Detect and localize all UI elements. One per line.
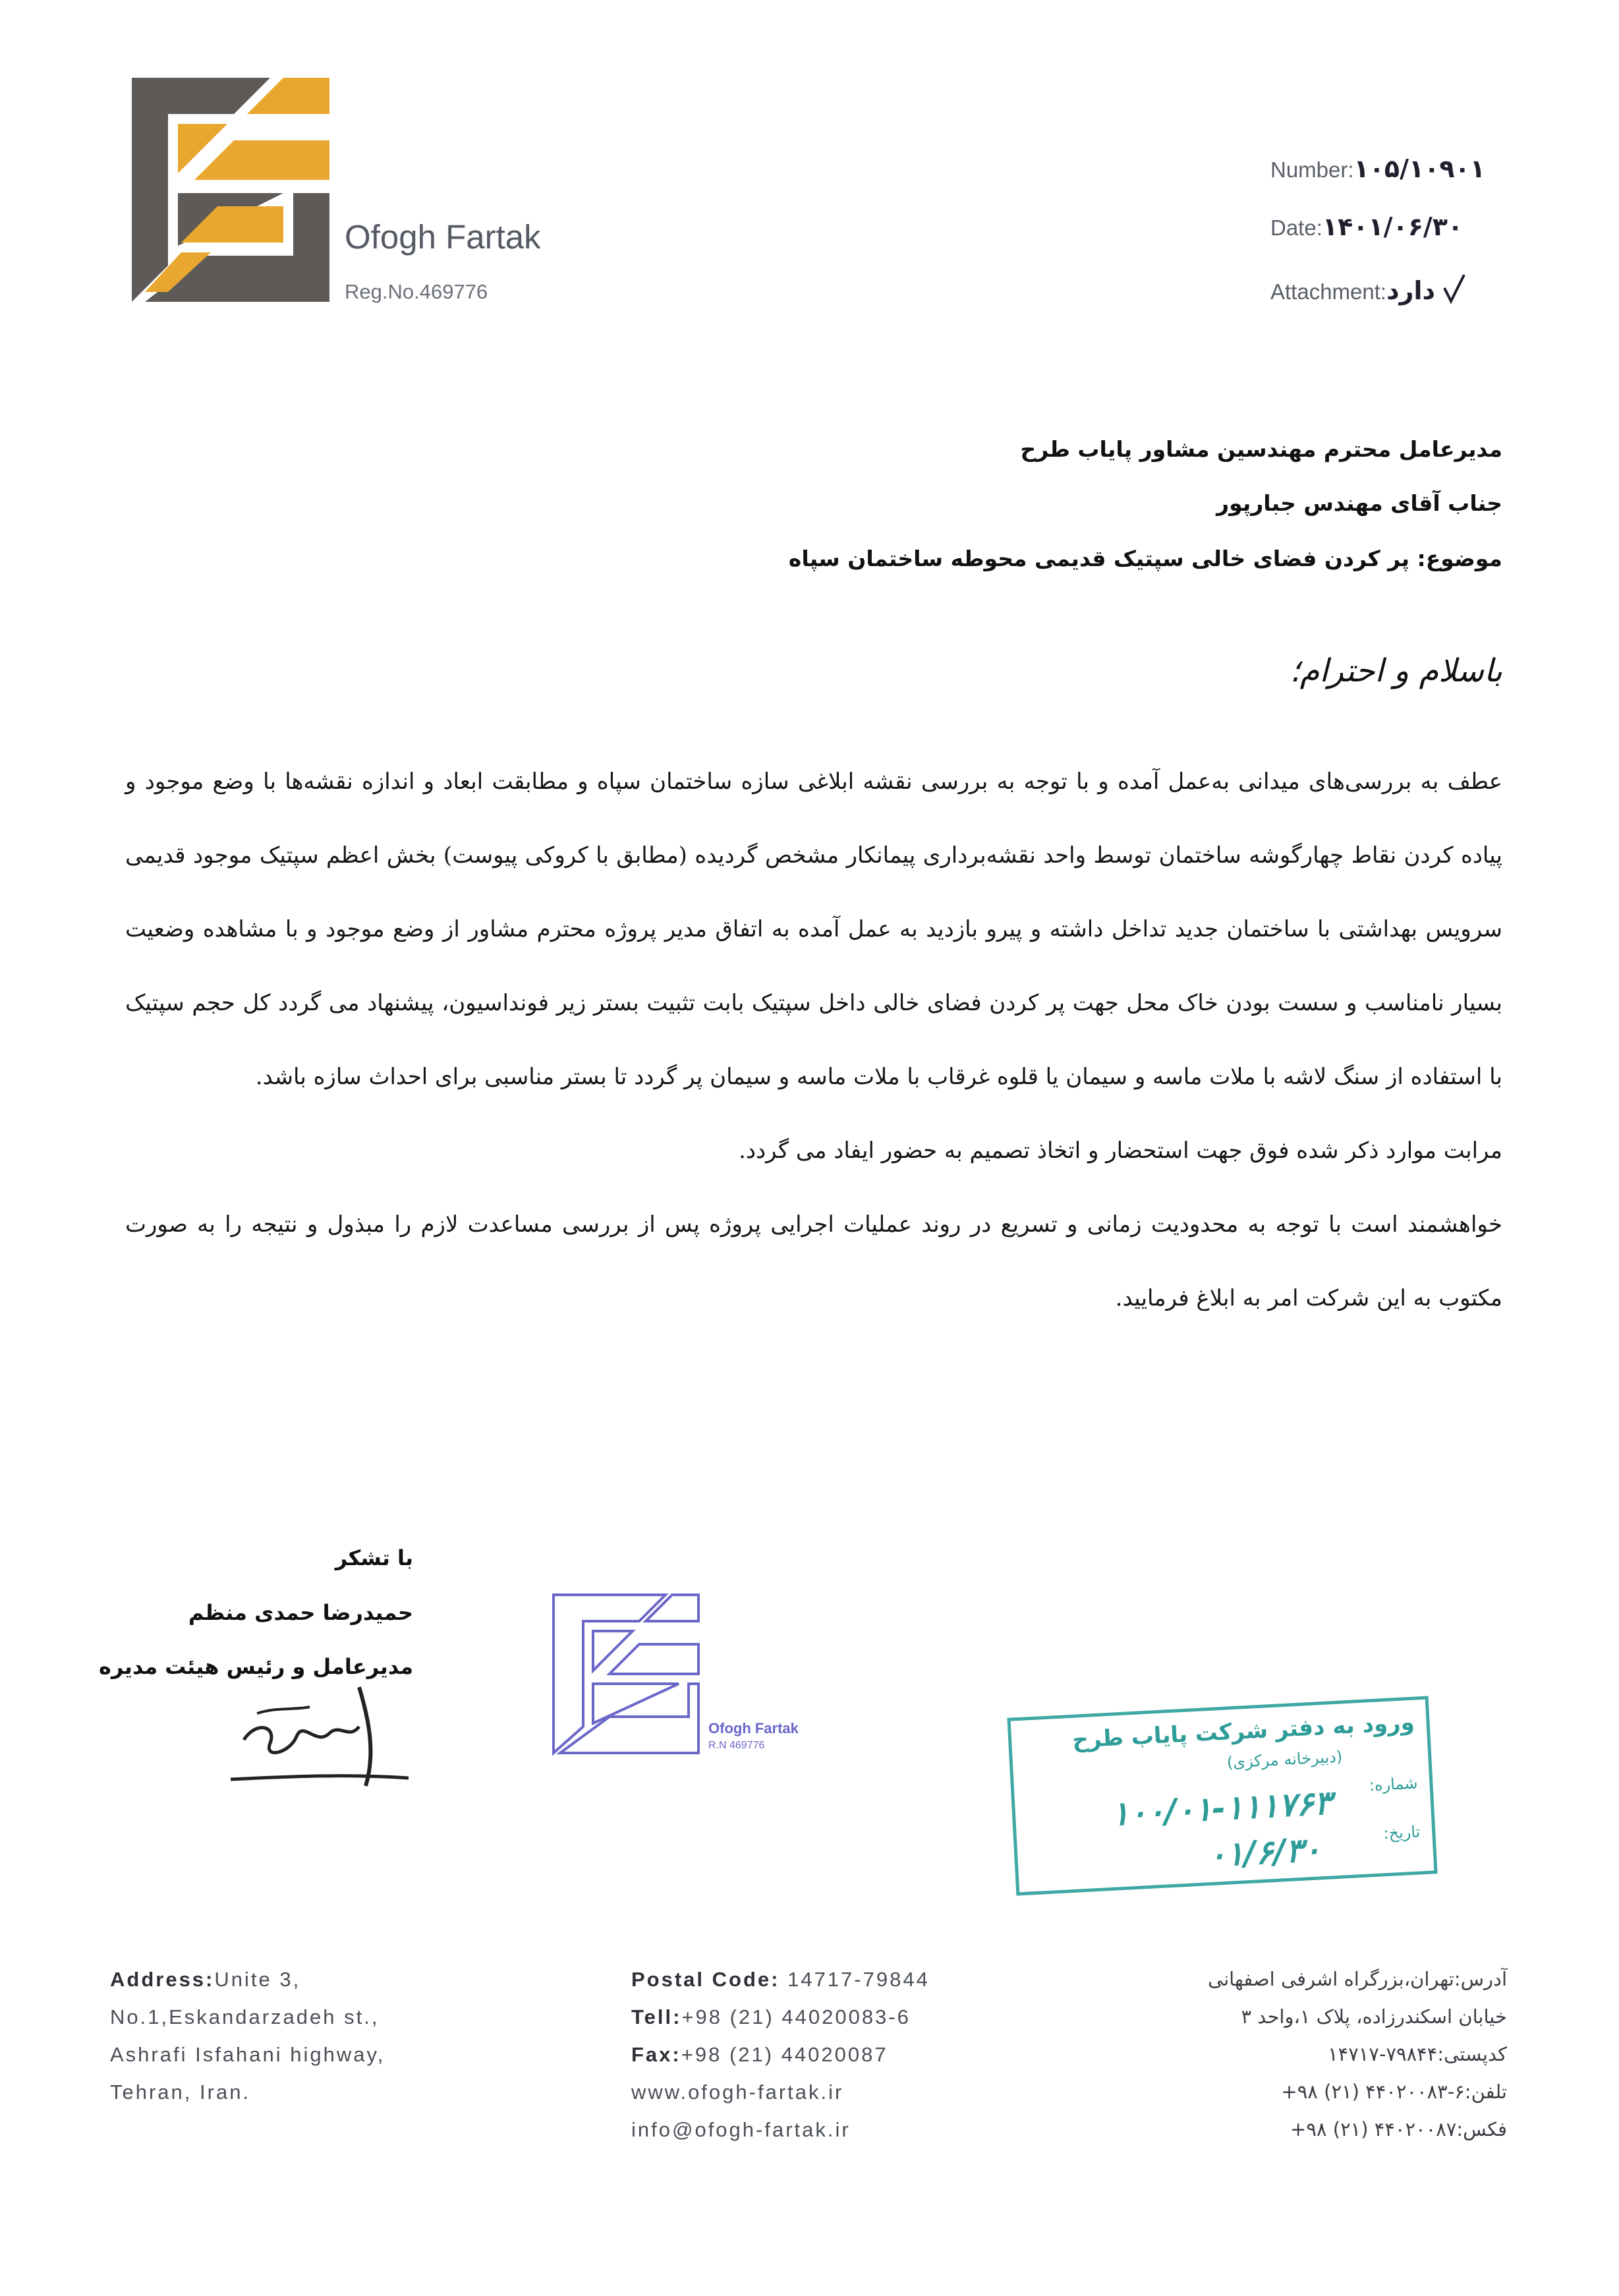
stamp-reg-no: R.N 469776 — [708, 1740, 765, 1751]
checkmark-icon — [1441, 272, 1467, 304]
footer-address-en — [110, 1961, 385, 2111]
website-link[interactable]: www.ofogh-fartak.ir — [631, 2081, 844, 2104]
handwritten-signature — [217, 1661, 415, 1793]
company-logo — [132, 78, 329, 302]
fa-postal: کدپستی:۷۹۸۴۴-۱۴۷۱۷ — [1328, 2043, 1507, 2065]
fa-address-2: خیابان اسکندرزاده، پلاک ۱،واحد ۳ — [1241, 2005, 1507, 2028]
attachment-value: دارد — [1386, 276, 1435, 305]
address-label: Address: — [110, 1968, 215, 1991]
attention-line: جناب آقای مهندس جبارپور — [1216, 490, 1502, 516]
fa-fax: فکس:۴۴۰۲۰۰۸۷ (۲۱) ۹۸+ — [1290, 2118, 1507, 2140]
letter-number — [1270, 154, 1485, 183]
attachment-label: Attachment: — [1270, 279, 1387, 304]
postal-label: Postal Code: — [631, 1968, 780, 1991]
subject-line: موضوع: پر کردن فضای خالی سپتیک قدیمی محوطه ساختمان سپاه — [788, 546, 1502, 571]
number-value: ۱۰۵/۱۰۹۰۱ — [1353, 154, 1485, 183]
closing-thanks: با تشکر — [335, 1545, 413, 1570]
receipt-date-label: تاریخ: — [1382, 1822, 1421, 1843]
footer-address-fa — [1208, 1961, 1507, 2148]
letter-attachment — [1270, 272, 1467, 305]
receipt-subtitle: (دبیرخانه مرکزی) — [1226, 1747, 1343, 1772]
receipt-title: ورود به دفتر شرکت پایاب طرح — [1071, 1709, 1415, 1754]
body-paragraph-2: مرابت موارد ذکر شده فوق جهت استحضار و اتخاذ تصمیم به حضور ایفاد می گردد. — [739, 1137, 1502, 1164]
address-line-2: No.1,Eskandarzadeh st., — [110, 2005, 380, 2028]
stamp-company-name: Ofogh Fartak — [708, 1720, 799, 1736]
date-value: ۱۴۰۱/۰۶/۳۰ — [1322, 212, 1463, 241]
tel-label: Tell: — [631, 2005, 682, 2028]
letter-body — [125, 745, 1502, 1335]
address-line-3: Ashrafi Isfahani highway, — [110, 2043, 385, 2066]
letter-date — [1270, 212, 1463, 241]
address-line-4: Tehran, Iran. — [110, 2081, 251, 2104]
registration-number: Reg.No.469776 — [345, 280, 488, 303]
footer-contacts — [631, 1961, 930, 2148]
fax-label: Fax: — [631, 2043, 681, 2066]
receipt-number-label: شماره: — [1369, 1773, 1419, 1795]
company-stamp — [547, 1585, 824, 1763]
receipt-number-value: ۱۰۰/۰۱-۱۱۱۷۶۳ — [1110, 1783, 1333, 1833]
fax-value: +98 (21) 44020087 — [681, 2043, 888, 2066]
body-paragraph-1: عطف به بررسی‌های میدانی به‌عمل آمده و با توجه به بررسی نقشه ابلاغی سازه ساختمان سپاه و مطابقت ابعاد و اندازه نقشه‌ها با وضع موجود و پیاده کردن نقاط چهارگوشه ساختمان توسط واحد نقشه‌برداری پیمانکار مشخص گردیده (مطابق با کروکی پیوست) بخش اعظم سپتیک موجود قدیمی سرویس بهداشتی با ساختمان جدید تداخل داشته و پیرو بازدید به عمل آمده به اتفاق مدیر پروژه محترم مشاور از وضع موجود و با مشاهده وضعیت بسیار نامناسب و سست بودن خاک محل جهت پر کردن فضای خالی داخل سپتیک بابت تثبیت بستر زیر فونداسیون، پیشنهاد می گردد کل حجم سپتیک با استفاده از سنگ لاشه با ملات ماسه و سیمان یا قلوه غرقاب با ملات ماسه و سیمان پر گردد تا بستر مناسبی برای احداث سازه باشد. — [125, 768, 1502, 1090]
greeting: باسلام و احترام؛ — [1290, 652, 1502, 689]
signer-name: حمیدرضا حمدی منظم — [188, 1600, 413, 1625]
tel-value: +98 (21) 44020083-6 — [681, 2005, 911, 2028]
recipient-line: مدیرعامل محترم مهندسین مشاور پایاب طرح — [1020, 436, 1502, 462]
fa-tel: تلفن:۶-۴۴۰۲۰۰۸۳ (۲۱) ۹۸+ — [1281, 2081, 1507, 2103]
receipt-date-value: ۰۱/۶/۳۰ — [1207, 1830, 1322, 1875]
postal-value: 14717-79844 — [780, 1968, 930, 1991]
number-label: Number: — [1270, 158, 1354, 182]
date-label: Date: — [1270, 215, 1322, 240]
signer-title: مدیرعامل و رئیس هیئت مدیره — [99, 1654, 413, 1679]
address-line-1: Unite 3, — [214, 1968, 301, 1991]
company-name: Ofogh Fartak — [345, 218, 541, 256]
receipt-stamp — [1007, 1696, 1437, 1895]
body-paragraph-3: خواهشمند است با توجه به محدودیت زمانی و تسریع در روند عملیات اجرایی پروژه پس از بررسی مساعدت لازم را مبذول و نتیجه را به صورت مکتوب به این شرکت امر به ابلاغ فرمایید. — [125, 1211, 1502, 1311]
fa-address-1: آدرس:تهران،بزرگراه اشرفی اصفهانی — [1207, 1968, 1507, 1990]
email-link[interactable]: info@ofogh-fartak.ir — [631, 2118, 851, 2141]
